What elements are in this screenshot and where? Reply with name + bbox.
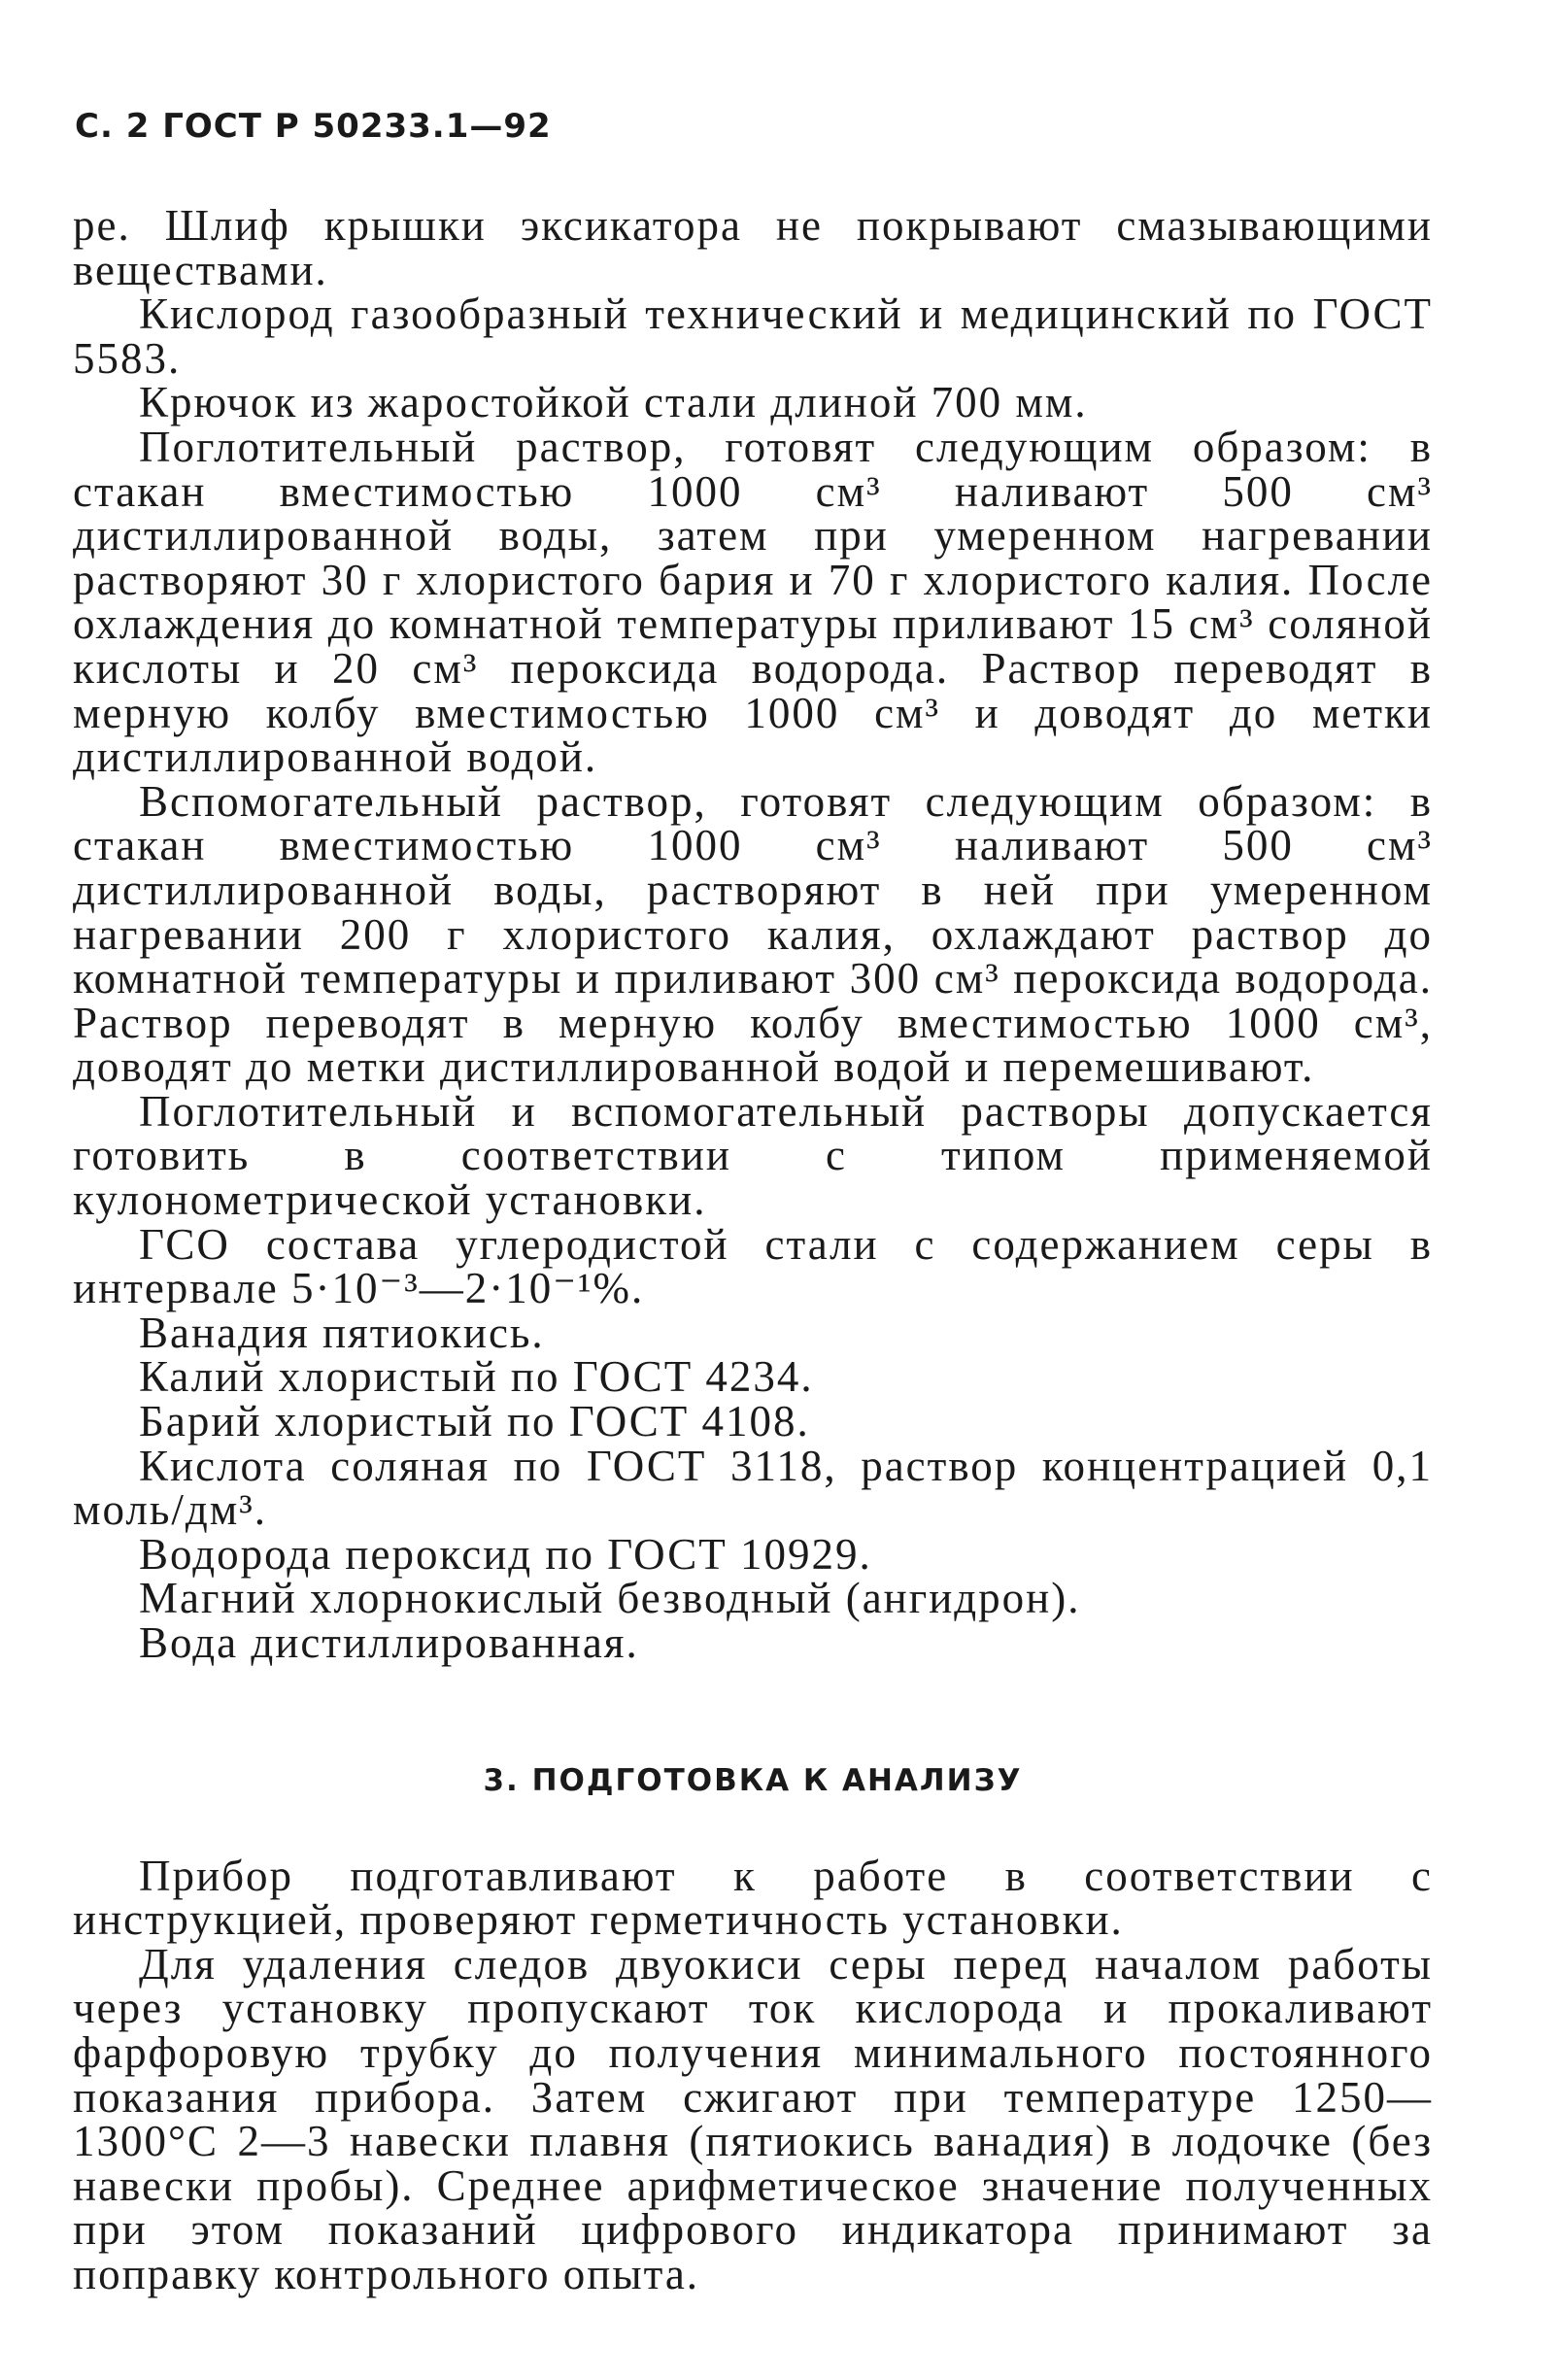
paragraph: Магний хлорнокислый безводный (ангидрон). [139, 1574, 1081, 1623]
paragraph: Кислота соляная по ГОСТ 3118, раствор концентрацией 0,1 моль/дм³. [73, 1441, 1433, 1535]
document-page [73, 107, 1433, 2297]
paragraph: Для удаления следов двуокиси серы перед началом работы через установку пропускают ток кислорода и прокаливают фарфоровую трубку до получения минимального постоянного показания прибора. Затем сжигают при температуре 1250—1300°С 2—3 навески плавня (пятиокись ванадия) в лодочке (без навески пробы). Среднее арифметическое значение полученных при этом показаний цифрового индикатора принимают за поправку контрольного опыта. [73, 1939, 1433, 2298]
paragraph: Прибор подготавливают к работе в соответствии с инструкцией, проверяют герметичность установки. [73, 1851, 1433, 1945]
paragraph: Поглотительный и вспомогательный растворы допускается готовить в соответствии с типом применяемой кулонометрической установки. [73, 1086, 1433, 1225]
body-text-bottom [73, 1851, 1433, 2298]
paragraph: Калий хлористый по ГОСТ 4234. [139, 1352, 814, 1402]
paragraph: ре. Шлиф крышки эксикатора не покрывают смазывающими веществами. [73, 201, 1433, 294]
paragraph: Ванадия пятиокись. [139, 1308, 545, 1357]
section-title: 3. ПОДГОТОВКА К АНАЛИЗУ [483, 1762, 1023, 1798]
page-header: С. 2 ГОСТ Р 50233.1—92 [75, 107, 552, 146]
body-text-top [73, 201, 1433, 1667]
paragraph: Крючок из жаростойкой стали длиной 700 мм. [139, 378, 1088, 427]
paragraph: Барий хлористый по ГОСТ 4108. [139, 1397, 810, 1446]
paragraph: Водорода пероксид по ГОСТ 10929. [139, 1529, 872, 1579]
paragraph: Кислород газообразный технический и медицинский по ГОСТ 5583. [73, 289, 1433, 383]
paragraph: Поглотительный раствор, готовят следующим образом: в стакан вместимостью 1000 см³ наливают 500 см³ дистиллированной воды, затем при умеренном нагревании растворяют 30 г хлористого бария и 70 г хлористого калия. После охлаждения до комнатной температуры приливают 15 см³ соляной кислоты и 20 см³ пероксида водорода. Раствор переводят в мерную колбу вместимостью 1000 см³ и доводят до метки дистиллированной водой. [73, 422, 1433, 782]
paragraph: ГСО состава углеродистой стали с содержанием серы в интервале 5·10⁻³—2·10⁻¹%. [73, 1219, 1433, 1313]
paragraph: Вода дистиллированная. [139, 1618, 639, 1667]
paragraph: Вспомогательный раствор, готовят следующим образом: в стакан вместимостью 1000 см³ наливают 500 см³ дистиллированной воды, растворяют в ней при умеренном нагревании 200 г хлористого калия, охлаждают раствор до комнатной температуры и приливают 300 см³ пероксида водорода. Раствор переводят в мерную колбу вместимостью 1000 см³, доводят до метки дистиллированной водой и перемешивают. [73, 776, 1433, 1092]
